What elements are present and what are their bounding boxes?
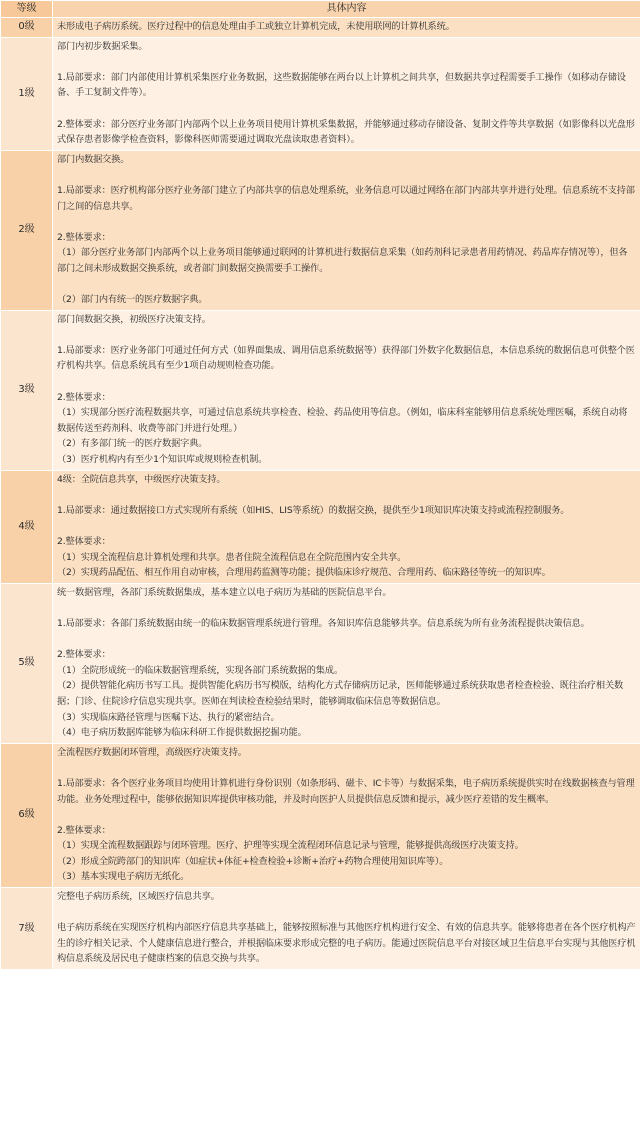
content-paragraph: 未形成电子病历系统。医疗过程中的信息处理由手工或独立计算机完成，未使用联网的计算机系统。 <box>57 21 455 32</box>
content-paragraph: 部门内数据交换。 <box>57 153 130 165</box>
paragraph-spacer <box>57 518 636 534</box>
content-paragraph: 4级：全院信息共享，中级医疗决策支持。 <box>57 473 226 485</box>
table-row <box>1 583 640 743</box>
content-paragraph: （3）医疗机构内有至少1个知识库或规则检查机制。 <box>57 454 268 466</box>
content-paragraph: 1.局部要求：医疗业务部门可通过任何方式（如界面集成、调用信息系统数据等）获得部门外数字化数据信息，本信息系统的数据信息可供整个医疗机构共享。信息系统具有至少1项自动规则检查功能。 <box>57 344 635 372</box>
table-row <box>1 470 640 583</box>
content-cell <box>53 470 640 583</box>
content-paragraph: （3）实现临床路径管理与医嘱下达、执行的紧密结合。 <box>57 711 280 723</box>
table-row <box>1 18 640 38</box>
content-paragraph: 1.局部要求：部门内部使用计算机采集医疗业务数据，这些数据能够在两台以上计算机之间共享，但数据共享过程需要手工操作（如移动存储设备、手工复制文件等）。 <box>57 71 626 99</box>
level-column-header: 等级 <box>1 1 53 18</box>
content-paragraph: （1）实现全流程数据跟踪与闭环管理。医疗、护理等实现全流程闭环信息记录与管理，能够提供高级医疗决策支持。 <box>57 840 524 852</box>
content-paragraph: 部门间数据交换，初级医疗决策支持。 <box>57 313 211 325</box>
content-paragraph: 2.整体要求： <box>57 231 111 243</box>
content-cell <box>53 18 640 38</box>
content-paragraph: 统一数据管理，各部门系统数据集成，基本建立以电子病历为基础的医院信息平台。 <box>57 586 392 598</box>
paragraph-spacer <box>57 374 636 390</box>
content-paragraph: 电子病历系统在实现医疗机构内部医疗信息共享基础上，能够按照标准与其他医疗机构进行安全、有效的信息共享。能够将患者在各个医疗机构产生的诊疗相关记录、个人健康信息进行整合，并根据临床要求形成完整的电子病历。能通过医院信息平台对接区域卫生信息平台实现与其他医疗机构信息系统及居民电子健康档案的信息交换与共享。 <box>57 922 636 965</box>
content-paragraph: （2）实现药品配伍、相互作用自动审核，合理用药监测等功能；提供临床诊疗规范、合理用药、临床路径等统一的知识库。 <box>57 567 551 579</box>
content-paragraph: 2.整体要求：部分医疗业务部门内部两个以上业务项目使用计算机采集数据，并能够通过移动存储设备、复制文件等共享数据（如影像科以光盘形式保存患者影像学检查资料，影像科医师需要通过调取光盘读取患者资料）。 <box>57 118 635 146</box>
paragraph-spacer <box>57 600 636 616</box>
level-cell: 2级 <box>1 150 53 310</box>
content-paragraph: 1.局部要求：各个医疗业务项目均使用计算机进行身份识别（如条形码、磁卡、IC卡等）与数据采集，电子病历系统提供实时在线数据核查与管理功能。业务处理过程中，能够依据知识库提供审核功能，并及时向医护人员提供信息反馈和提示，减少医疗差错的发生概率。 <box>57 777 635 805</box>
content-paragraph: 1.局部要求：通过数据接口方式实现所有系统（如HIS、LIS等系统）的数据交换，提供至少1项知识库决策支持或流程控制服务。 <box>57 504 570 516</box>
content-cell <box>53 150 640 310</box>
content-paragraph: （1）全院形成统一的临床数据管理系统，实现各部门系统数据的集成。 <box>57 664 343 676</box>
table-row <box>1 743 640 887</box>
paragraph-spacer <box>57 167 636 183</box>
table-header-row <box>1 1 640 18</box>
content-paragraph: 全流程医疗数据闭环管理，高级医疗决策支持。 <box>57 746 247 758</box>
content-cell <box>53 583 640 743</box>
table-row <box>1 888 640 970</box>
content-paragraph: 1.局部要求：各部门系统数据由统一的临床数据管理系统进行管理。各知识库信息能够共享。信息系统为所有业务流程提供决策信息。 <box>57 617 590 629</box>
level-cell: 3级 <box>1 310 53 470</box>
content-paragraph: （2）形成全院跨部门的知识库（如症状+体征+检查检验+诊断+治疗+药物合理使用知识库等）。 <box>57 855 449 867</box>
content-cell <box>53 310 640 470</box>
content-paragraph: （1）实现全流程信息计算机处理和共享。患者住院全流程信息在全院范围内安全共享。 <box>57 551 407 563</box>
content-cell <box>53 743 640 887</box>
paragraph-spacer <box>57 807 636 823</box>
paragraph-spacer <box>57 632 636 648</box>
content-paragraph: 2.整体要求： <box>57 649 111 661</box>
table-body <box>1 18 640 970</box>
content-paragraph: （3）基本实现电子病历无纸化。 <box>57 871 190 883</box>
paragraph-spacer <box>57 905 636 921</box>
content-paragraph: 1.局部要求：医疗机构部分医疗业务部门建立了内部共享的信息处理系统，业务信息可以通过网络在部门内部共享并进行处理。信息系统不支持部门之间的信息共享。 <box>57 184 635 212</box>
level-cell: 7级 <box>1 888 53 970</box>
content-paragraph: 2.整体要求： <box>57 824 111 836</box>
content-paragraph: （1）部分医疗业务部门内部两个以上业务项目能够通过联网的计算机进行数据信息采集（如药剂科记录患者用药情况、药品库存情况等），但各部门之间未形成数据交换系统，或者部门间数据交换需要手工操作。 <box>57 247 628 274</box>
content-paragraph: （2）部门内有统一的医疗数据字典。 <box>57 294 208 306</box>
table-row <box>1 150 640 310</box>
content-paragraph: 部门内初步数据采集。 <box>57 40 148 52</box>
level-cell: 1级 <box>1 37 53 150</box>
content-cell <box>53 37 640 150</box>
paragraph-spacer <box>57 277 636 293</box>
content-paragraph: （4）电子病历数据库能够为临床科研工作提供数据挖掘功能。 <box>57 727 307 739</box>
paragraph-spacer <box>57 101 636 117</box>
content-paragraph: （2）提供智能化病历书写工具。提供智能化病历书写模版，结构化方式存储病历记录，医师能够通过系统获取患者检查检验、既往治疗相关数据；门诊、住院诊疗信息实现共享。医师在判读检查检验结果时，能够调取临床信息等数据信息。 <box>57 680 624 707</box>
level-cell: 4级 <box>1 470 53 583</box>
content-cell <box>53 888 640 970</box>
content-column-header: 具体内容 <box>53 1 640 18</box>
paragraph-spacer <box>57 327 636 343</box>
level-cell: 6级 <box>1 743 53 887</box>
paragraph-spacer <box>57 214 636 230</box>
paragraph-spacer <box>57 760 636 776</box>
level-cell: 0级 <box>1 18 53 38</box>
content-paragraph: 完整电子病历系统，区域医疗信息共享。 <box>57 891 220 903</box>
paragraph-spacer <box>57 54 636 70</box>
content-paragraph: 2.整体要求： <box>57 391 111 403</box>
content-paragraph: （1）实现部分医疗流程数据共享，可通过信息系统共享检查、检验、药品使用等信息。（例如，临床科室能够用信息系统处理医嘱，系统自动将数据传送至药剂科、收费等部门并进行处理。） <box>57 407 628 434</box>
table-row <box>1 37 640 150</box>
content-paragraph: 2.整体要求： <box>57 536 111 547</box>
level-cell: 5级 <box>1 583 53 743</box>
paragraph-spacer <box>57 487 636 503</box>
table-row <box>1 310 640 470</box>
content-paragraph: （2）有多部门统一的医疗数据字典。 <box>57 438 208 450</box>
